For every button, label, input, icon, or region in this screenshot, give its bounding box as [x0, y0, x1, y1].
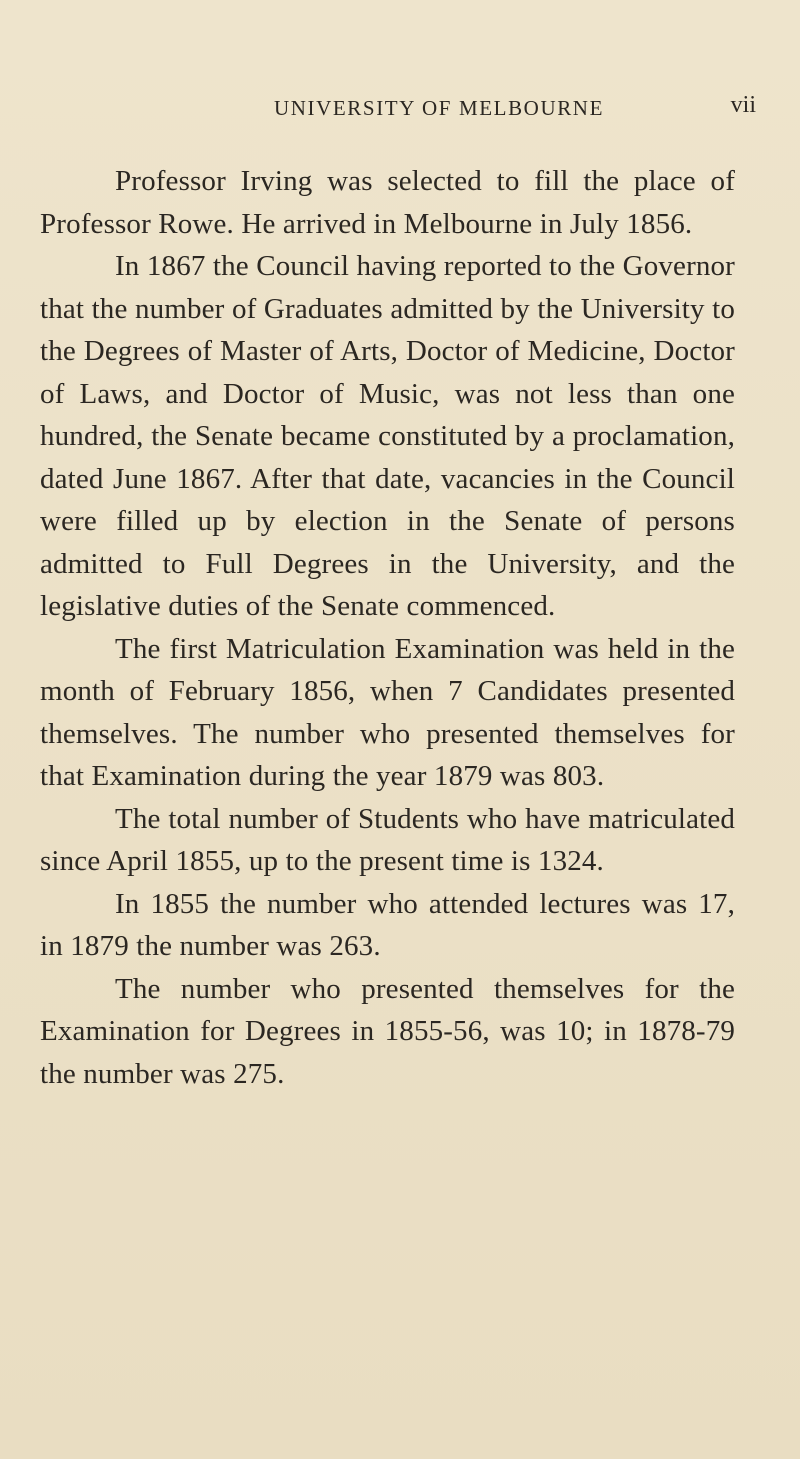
page-number: vii: [730, 92, 756, 118]
paragraph-matriculated-total: The total number of Students who have matriculated since April 1855, up to the present time is 1324.: [40, 802, 735, 877]
paragraph-senate-constituted: In 1867 the Council having reported to the Governor that the number of Graduates admitted by the University to the Degrees of Master of Arts, Doctor of Medicine, Doctor of Laws, and Doctor of Music, was not less than one hundred, the Senate became constituted by a proclamation, dated June 1867. After that date, vacancies in the Council were filled up by election in the Senate of persons admitted to Full Degrees in the University, and the legislative duties of the Senate commenced.: [40, 250, 735, 622]
running-head-title: UNIVERSITY OF MELBOURNE: [273, 96, 605, 120]
paragraph-matriculation-examination: The first Matriculation Examination was held in the month of February 1856, when 7 Candidates presented themselves. The number who presented themselves for that Examination during the year 1879 was 803.: [40, 632, 735, 792]
running-head: [118, 92, 760, 136]
paragraph-lecture-attendance: In 1855 the number who attended lectures was 17, in 1879 the number was 263.: [40, 887, 735, 962]
paragraph-irving-appointment: Professor Irving was selected to fill the place of Professor Rowe. He arrived in Melbourne in July 1856.: [40, 165, 735, 240]
body-text: [40, 160, 735, 1095]
paragraph-degree-examination: The number who presented themselves for the Examination for Degrees in 1855-56, was 10; in 1878-79 the number was 275.: [40, 972, 735, 1090]
